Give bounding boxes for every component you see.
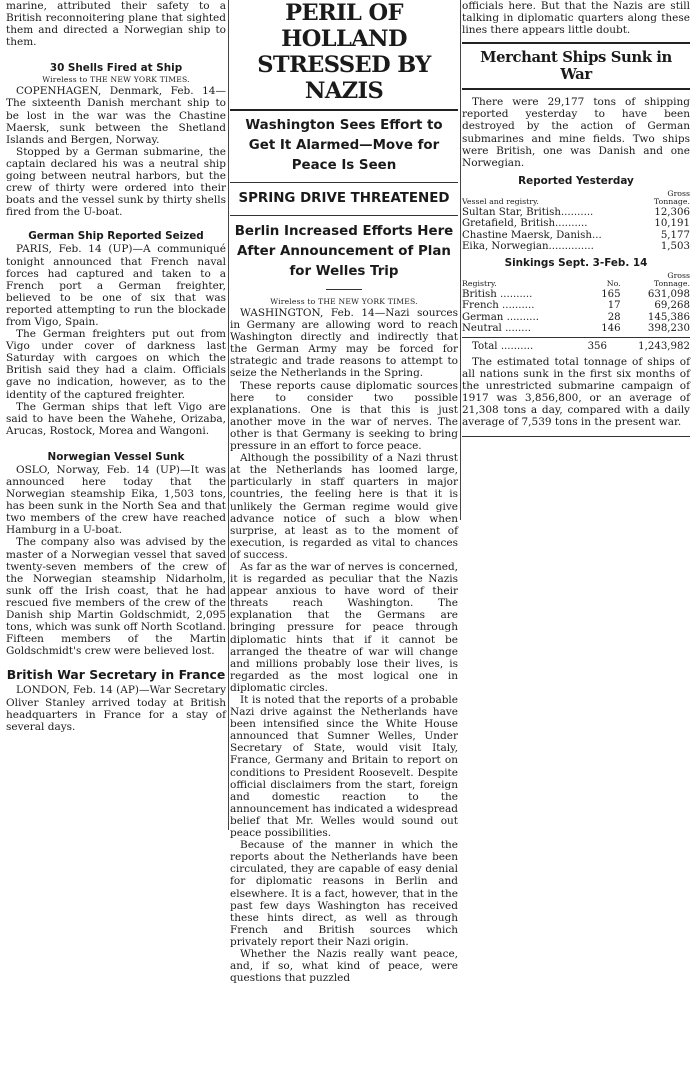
table-row — [462, 230, 690, 241]
subhead-british-war-secretary: British War Secretary in France — [6, 667, 226, 683]
total-table — [462, 341, 690, 352]
table-row — [462, 218, 690, 229]
tonnage-cell: 631,098 — [647, 288, 690, 300]
vessel-name: Chastine Maersk, Danish — [462, 229, 592, 241]
rule — [462, 42, 690, 44]
leader-dots: .......... — [502, 300, 535, 312]
table-title-reported-yesterday: Reported Yesterday — [518, 174, 634, 187]
table-header — [643, 190, 690, 207]
main-headline: PERIL OF HOLLAND STRESSED BY NAZIS — [257, 0, 431, 104]
leader-dots: .......... — [500, 288, 533, 300]
leader-dots: .......... — [500, 341, 534, 353]
paris-paragraph-3: The German ships that left Vigo are said to have been the Wahehe, Orizaba, Arucas, Rostock, Morea and Wangoni. — [6, 400, 226, 437]
table-cell — [462, 241, 643, 252]
header-vessel: Vessel and registry. — [462, 197, 539, 207]
wireless-credit: Wireless to THE NEW YORK TIMES. — [42, 75, 190, 85]
table-row — [462, 207, 690, 218]
total-label: Total — [472, 341, 498, 353]
continued-paragraph: officials here. But that the Nazis are still talking in diplomatic quarters along these lines there appears little doubt. — [462, 0, 690, 37]
subhead-shells-fired: 30 Shells Fired at Ship — [49, 62, 183, 75]
deck-washington-sees-effort: Washington Sees Effort to Get It Alarmed—Move for Peace Is Seen — [245, 118, 443, 173]
total-rule — [462, 337, 690, 338]
article-paragraph-7: Whether the Nazis really want peace, and, if so, what kind of peace, were questions that puzzled — [230, 947, 458, 985]
tonnage-cell: 5,177 — [660, 229, 690, 241]
table-row — [462, 300, 690, 311]
london-paragraph: LONDON, Feb. 14 (AP)—War Secretary Oliver Stanley arrived today at British headquarters in France for a stay of several days. — [6, 684, 226, 733]
leader-dots: ........ — [505, 323, 531, 335]
total-row — [462, 341, 690, 352]
table-header-row — [462, 190, 690, 207]
paris-paragraph-2: The German freighters put out from Vigo under cover of darkness last Saturday with cargoes on which the British said they had a claim. Officials gave no indication, however, as to the identity of the captured freighter. — [6, 328, 226, 401]
leader-dots: .......... — [506, 311, 539, 323]
registry-name: German — [462, 311, 504, 323]
registry-name: Neutral — [462, 323, 502, 335]
article-paragraph-3: Although the possibility of a Nazi thrust at the Netherlands has loomed large, particularly in staff quarters in major countries, the feeling here is that it is unlikely the German regime would give advance notice of such a blow when surprise, at least as to the moment of execution, is regarded as vital to chances of success. — [230, 452, 458, 561]
leader-dots: ... — [591, 229, 602, 241]
table-title-sinkings: Sinkings Sept. 3-Feb. 14 — [504, 256, 648, 269]
header-registry: Registry. — [462, 279, 497, 289]
paris-paragraph-1: PARIS, Feb. 14 (UP)—A communiqué tonight announced that French naval forces had captured and taken to a French port a German freighter, believed to be one of six that was reported attempting to run the blockade from Vigo, Spain. — [6, 243, 226, 328]
rule — [462, 88, 690, 90]
tonnage-cell: 1,503 — [660, 241, 690, 253]
vessel-name: Eika, Norwegian — [462, 241, 549, 253]
dash-rule — [326, 289, 362, 290]
table-header — [621, 272, 690, 289]
article-paragraph-4: As far as the war of nerves is concerned, it is regarded as peculiar that the Nazis appear anxious to have word of their threats reach Washington. The explanation that the Germans are bringing pressure for peace through diplomatic hints that if it cannot be arranged the theatre of war will change and millions probably lose their lives, is regarded as the most logical one in diplomatic circles. — [230, 560, 458, 694]
article-paragraph-1: WASHINGTON, Feb. 14—Nazi sources in Germany are allowing word to reach Washington directly and indirectly that the German Army may be forced for strategic and trade reasons to attempt to seize the Netherlands in the Spring. — [230, 307, 458, 380]
continued-paragraph: marine, attributed their safety to a British reconnoitering plane that sighted them and directed a Norwegian ship to them. — [6, 0, 226, 49]
header-tonnage: Tonnage. — [653, 279, 690, 289]
oslo-paragraph-2: The company also was advised by the master of a Norwegian vessel that saved twenty-seven members of the crew of the Norwegian steamship Nidarholm, sunk off the Irish coast, that he had rescued five members of the crew of the Danish ship Martin Goldschmidt, 2,095 tons, which was sunk off North Scotland. Fifteen members of the Martin Goldschmidt's crew were believed lost. — [6, 536, 226, 658]
vessel-name: Gretafield, British — [462, 218, 556, 230]
column-rule-2 — [460, 0, 461, 520]
table-header-row — [462, 272, 690, 289]
tonnage-cell: 12,306 — [654, 207, 690, 219]
oslo-paragraph-1: OSLO, Norway, Feb. 14 (UP)—It was announced here today that the Norwegian steamship Eika, 1,503 tons, has been sunk in the North Sea and that two members of the crew have reached Hamburg in a U-boat. — [6, 463, 226, 537]
header-no: No. — [606, 279, 621, 289]
table-header — [462, 190, 643, 207]
deck-berlin-increased-efforts: Berlin Increased Efforts Here After Announcement of Plan for Welles Trip — [234, 224, 454, 279]
tonnage-cell: 145,386 — [647, 311, 690, 323]
leader-dots: .......... — [555, 218, 588, 230]
tonnage-cell: 69,268 — [654, 300, 690, 312]
table-header — [589, 272, 621, 289]
center-column — [230, 0, 458, 984]
rule — [230, 109, 458, 111]
table-cell — [462, 230, 643, 241]
article-paragraph-6: Because of the manner in which the reports about the Netherlands have been circulated, they are capable of easy denial for diplomatic reasons in Berlin and elsewhere. It is a fact, however, that in the past few days Washington has received these hints direct, as well as through French and British sources which privately report their Nazi origin. — [230, 839, 458, 948]
column-rule-1 — [228, 0, 229, 830]
left-column — [6, 0, 226, 733]
subhead-german-ship-seized: German Ship Reported Seized — [28, 230, 204, 243]
table-cell — [462, 323, 589, 334]
subhead-norwegian-vessel-sunk: Norwegian Vessel Sunk — [47, 450, 185, 463]
article-paragraph-2: These reports cause diplomatic sources here to consider two possible explanations. One is that this is just another move in the war of nerves. The other is that Germany is seeking to bring pressure in an effort to force peace. — [230, 379, 458, 453]
count-cell: 28 — [607, 311, 621, 323]
vessel-name: Sultan Star, British — [462, 207, 561, 219]
copenhagen-paragraph-1: COPENHAGEN, Denmark, Feb. 14—The sixteenth Danish merchant ship to be lost in the war was the Chastine Maersk, sunk between the Shetland Islands and Bergen, Norway. — [6, 85, 226, 146]
total-count: 356 — [587, 341, 608, 353]
registry-name: British — [462, 288, 497, 300]
count-cell: 165 — [601, 288, 621, 300]
table-cell — [462, 289, 589, 300]
right-column — [462, 0, 690, 443]
article-paragraph-5: It is noted that the reports of a probable Nazi drive against the Netherlands have been intensified since the White House announced that Sumner Welles, Under Secretary of State, would visit Italy, France, Germany and Britain to report on conditions to President Roosevelt. Despite official disclaimers from the start, foreign and domestic reaction to the announcement has indicated a widespread belief that Mr. Welles would sound out peace possibilities. — [230, 694, 459, 840]
table-cell — [462, 218, 643, 229]
header-gross: Gross — [667, 188, 690, 198]
deck-spring-drive: SPRING DRIVE THREATENED — [238, 191, 450, 206]
rule — [462, 436, 690, 437]
reported-yesterday-table — [462, 190, 690, 253]
copenhagen-paragraph-2: Stopped by a German submarine, the captain declared his was a neutral ship going between neutral harbors, but the crew of thirty were ordered into their boats and the vessel sunk by thirty shells fired from the U-boat. — [6, 145, 226, 219]
table-row — [462, 323, 690, 334]
box-headline: Merchant Ships Sunk in War — [480, 49, 672, 84]
tonnage-cell: 10,191 — [654, 218, 690, 230]
table-cell — [462, 300, 589, 311]
box-closing-paragraph: The estimated total tonnage of ships of all nations sunk in the first six months of the unrestricted submarine campaign of 1917 was 3,856,800, or an average of 21,308 tons a day, compared with a daily average of 7,539 tons in the present war. — [462, 355, 690, 429]
leader-dots: .......... — [560, 207, 594, 219]
table-cell — [462, 312, 589, 323]
leader-dots: .............. — [548, 241, 594, 253]
table-row — [462, 241, 690, 252]
tonnage-cell: 398,230 — [647, 323, 690, 335]
table-header — [462, 272, 589, 289]
box-intro-paragraph: There were 29,177 tons of shipping reported yesterday to have been destroyed by the action of German submarines and mine fields. Two ships were British, one was Danish and one Norwegian. — [462, 96, 690, 169]
count-cell: 146 — [601, 323, 621, 335]
wireless-credit: Wireless to THE NEW YORK TIMES. — [270, 297, 418, 306]
rule — [230, 182, 458, 183]
table-cell — [462, 341, 576, 352]
header-gross: Gross — [667, 270, 690, 280]
registry-name: French — [462, 300, 499, 312]
total-tonnage: 1,243,982 — [638, 341, 690, 353]
table-row — [462, 289, 690, 300]
rule — [230, 215, 458, 216]
table-cell — [462, 207, 643, 218]
sinkings-table — [462, 272, 690, 335]
count-cell: 17 — [607, 300, 621, 312]
header-tonnage: Tonnage. — [653, 197, 690, 207]
table-row — [462, 312, 690, 323]
